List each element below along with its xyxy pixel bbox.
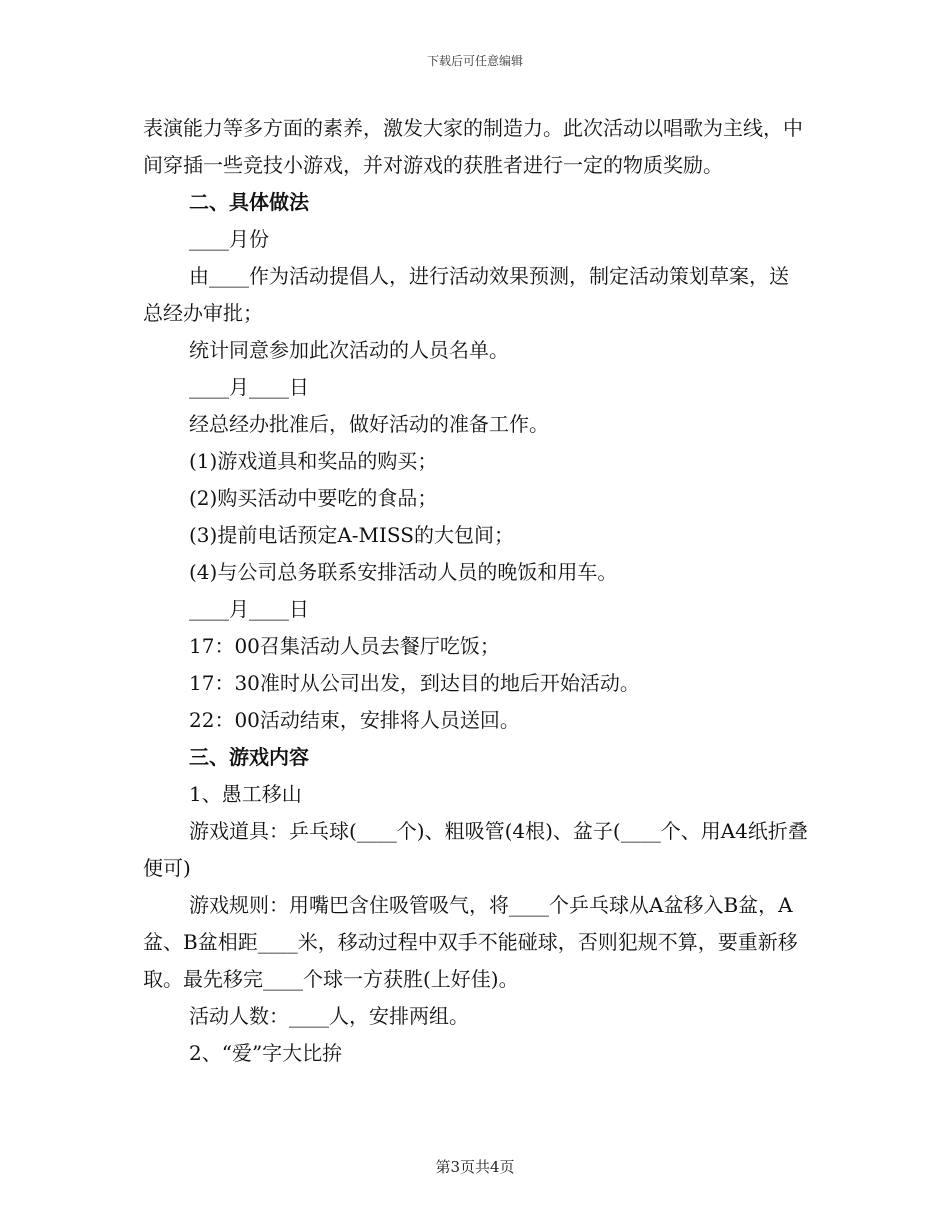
paragraph: ____月____日 xyxy=(189,597,309,621)
list-item: (4)与公司总务联系安排活动人员的晚饭和用车。 xyxy=(189,560,618,584)
paragraph: 经总经办批准后，做好活动的准备工作。 xyxy=(189,412,549,436)
document-body xyxy=(143,110,808,1072)
list-item: (3)提前电话预定A-MISS的大包间； xyxy=(189,523,514,547)
paragraph: 由____作为活动提倡人，进行活动效果预测，制定活动策划草案，送总经办审批； xyxy=(143,264,789,325)
list-item: (2)购买活动中要吃的食品； xyxy=(189,486,438,510)
section-heading: 二、具体做法 xyxy=(189,190,309,214)
subheading: 2、“爱”字大比拚 xyxy=(189,1041,343,1065)
paragraph: 游戏道具：乒乓球(____个)、粗吸管(4根)、盆子(____个、用A4纸折叠便可) xyxy=(143,819,808,880)
paragraph: 表演能力等多方面的素养，激发大家的制造力。此次活动以唱歌为主线，中间穿插一些竞技小游戏，并对游戏的获胜者进行一定的物质奖励。 xyxy=(143,116,803,177)
paragraph: 22：00活动结束，安排将人员送回。 xyxy=(189,708,520,732)
paragraph: 统计同意参加此次活动的人员名单。 xyxy=(189,338,509,362)
paragraph: 17：30准时从公司出发，到达目的地后开始活动。 xyxy=(189,671,640,695)
section-heading: 三、游戏内容 xyxy=(189,745,309,769)
paragraph: 游戏规则：用嘴巴含住吸管吸气，将____个乒乓球从A盆移入B盆，A盆、B盆相距____米，移动过程中双手不能碰球，否则犯规不算，要重新移取。最先移完____个球一方获胜(上好佳)。 xyxy=(143,893,798,991)
page-footer: 第3页共4页 xyxy=(435,1158,515,1176)
subheading: 1、愚工移山 xyxy=(189,782,302,806)
list-item: (1)游戏道具和奖品的购买； xyxy=(189,449,438,473)
paragraph: 活动人数：____人，安排两组。 xyxy=(189,1004,469,1028)
paragraph: ____月份 xyxy=(189,227,269,251)
paragraph: ____月____日 xyxy=(189,375,309,399)
page-header: 下载后可任意编辑 xyxy=(426,54,523,68)
paragraph: 17：00召集活动人员去餐厅吃饭； xyxy=(189,634,500,658)
